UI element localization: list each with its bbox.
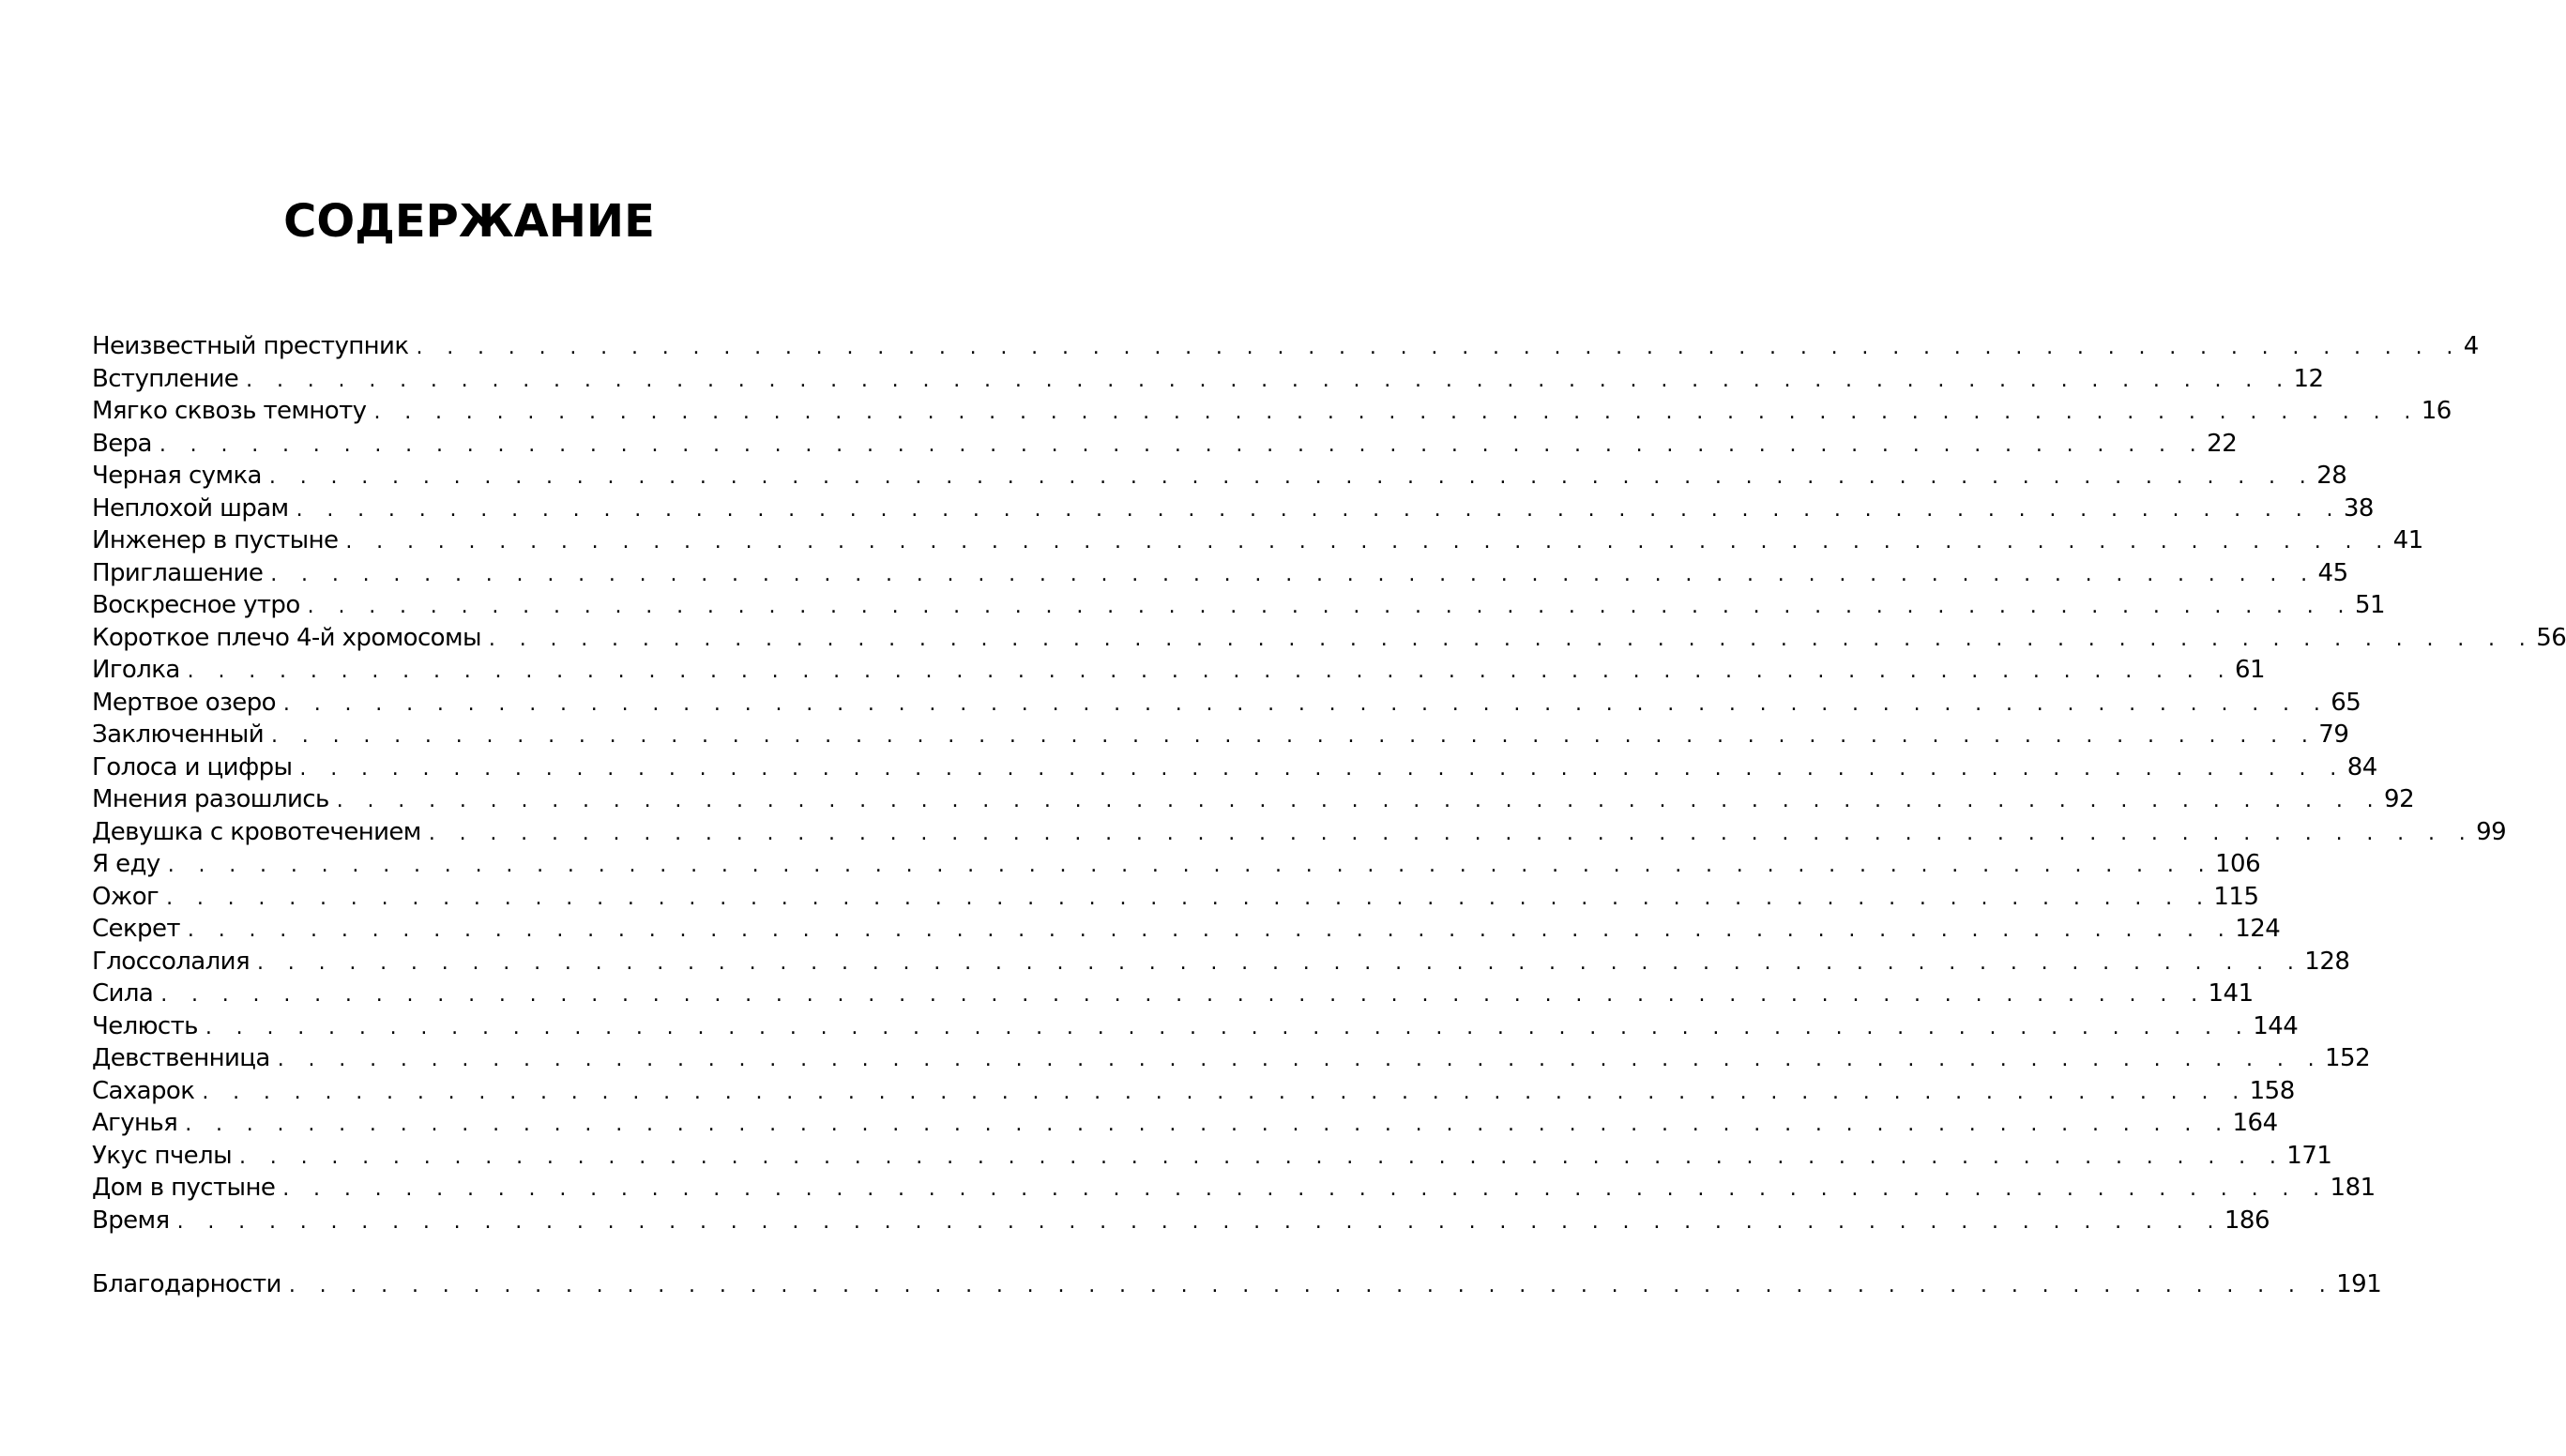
toc-dot-leader: . . . . . . . . . . . . . . . . . . . . . . . . . . . . . . . . . . . . . . . . . . . . . . . . . . . . . . . . . . . . . . . . . . . [299,756,2346,781]
toc-entry[interactable] [92,816,2507,849]
toc-entry-title: Челюсть [92,1011,198,1040]
toc-entry[interactable] [92,751,2377,784]
toc-entry[interactable] [92,1075,2295,1108]
toc-dot-leader: . . . . . . . . . . . . . . . . . . . . . . . . . . . . . . . . . . . . . . . . . . . . . . . . . . . . . . . . . . . . . . . . . . . [336,789,2383,812]
toc-dot-leader: . . . . . . . . . . . . . . . . . . . . . . . . . . . . . . . . . . . . . . . . . . . . . . . . . . . . . . . . . . . . . . . . . . . [202,1080,2248,1104]
toc-entry[interactable] [92,1107,2278,1140]
toc-entry[interactable] [92,363,2324,396]
toc-entry[interactable] [92,589,2386,622]
toc-entry-title: Благодарности [92,1270,281,1298]
toc-dot-leader: . . . . . . . . . . . . . . . . . . . . . . . . . . . . . . . . . . . . . . . . . . . . . . . . . . . . . . . . . . . . . . . . . . . [187,918,2234,942]
toc-dot-leader: . . . . . . . . . . . . . . . . . . . . . . . . . . . . . . . . . . . . . . . . . . . . . . . . . . . . . . . . . . . . . . . . . . . [288,1274,2335,1297]
toc-entry-title: Агунья [92,1109,178,1137]
toc-entry[interactable] [92,946,2350,978]
toc-entry-page-number: 12 [2293,364,2324,393]
toc-dot-leader: . . . . . . . . . . . . . . . . . . . . . . . . . . . . . . . . . . . . . . . . . . . . . . . . . . . . . . . . . . . . . . . . . . . [277,1048,2324,1071]
toc-dot-leader: . . . . . . . . . . . . . . . . . . . . . . . . . . . . . . . . . . . . . . . . . . . . . . . . . . . . . . . . . . . . . . . . . . . [373,401,2420,424]
toc-entry-page-number: 61 [2234,656,2266,684]
toc-entry-page-number: 128 [2304,947,2350,976]
toc-entry-page-number: 56 [2536,623,2566,652]
toc-dot-leader: . . . . . . . . . . . . . . . . . . . . . . . . . . . . . . . . . . . . . . . . . . . . . . . . . . . . . . . . . . . . . . . . . . . [270,562,2316,586]
toc-entry-title: Я еду [92,850,160,878]
toc-entry[interactable] [92,654,2266,687]
toc-entry[interactable] [92,1042,2371,1075]
toc-dot-leader: . . . . . . . . . . . . . . . . . . . . . . . . . . . . . . . . . . . . . . . . . . . . . . . . . . . . . . . . . . . . . . . . . . . [268,465,2315,489]
toc-entry-title: Инженер в пустыне [92,526,339,554]
toc-dot-leader: . . . . . . . . . . . . . . . . . . . . . . . . . . . . . . . . . . . . . . . . . . . . . . . . . . . . . . . . . . . . . . . . . . . [166,886,2212,910]
toc-entry-page-number: 4 [2463,332,2479,360]
toc-entry-title: Черная сумка [92,462,262,490]
toc-entry-title: Секрет [92,915,180,943]
toc-dot-leader: . . . . . . . . . . . . . . . . . . . . . . . . . . . . . . . . . . . . . . . . . . . . . . . . . . . . . . . . . . . . . . . . . . . [257,950,2303,975]
toc-entry-title: Время [92,1206,170,1235]
toc-dot-leader: . . . . . . . . . . . . . . . . . . . . . . . . . . . . . . . . . . . . . . . . . . . . . . . . . . . . . . . . . . . . . . . . . . . [296,497,2342,522]
toc-entry-page-number: 181 [2330,1174,2376,1202]
toc-dot-leader: . . . . . . . . . . . . . . . . . . . . . . . . . . . . . . . . . . . . . . . . . . . . . . . . . . . . . . . . . . . . . . . . . . . [271,724,2317,748]
toc-entry[interactable] [92,783,2415,816]
toc-dot-leader: . . . . . . . . . . . . . . . . . . . . . . . . . . . . . . . . . . . . . . . . . . . . . . . . . . . . . . . . . . . . . . . . . . . [239,1145,2285,1169]
toc-entry-title: Ожог [92,882,159,911]
toc-entry[interactable] [92,622,2566,655]
toc-entry-title: Мертвое озеро [92,688,276,717]
toc-entry-page-number: 51 [2354,591,2386,619]
toc-entry-page-number: 106 [2215,850,2261,878]
toc-entry[interactable] [92,557,2348,590]
toc-dot-leader: . . . . . . . . . . . . . . . . . . . . . . . . . . . . . . . . . . . . . . . . . . . . . . . . . . . . . . . . . . . . . . . . . . . [282,691,2330,716]
toc-entry-page-number: 99 [2476,817,2507,846]
toc-dot-leader: . . . . . . . . . . . . . . . . . . . . . . . . . . . . . . . . . . . . . . . . . . . . . . . . . . . . . . . . . . . . . . . . . . . [345,530,2391,554]
page-title: СОДЕРЖАНИЕ [283,195,655,248]
toc-entry[interactable] [92,493,2374,525]
toc-entry-page-number: 41 [2392,526,2423,554]
toc-entry-title: Голоса и цифры [92,752,293,781]
toc-entry-page-number: 171 [2286,1141,2332,1170]
toc-entry-page-number: 152 [2325,1044,2371,1072]
toc-entry[interactable] [92,978,2254,1010]
toc-entry-title: Дом в пустыне [92,1174,276,1202]
toc-entry-page-number: 65 [2331,688,2361,717]
table-of-contents-appendix [92,1268,2382,1301]
toc-entry[interactable] [92,460,2347,493]
toc-entry[interactable] [92,719,2349,751]
toc-entry-title: Девственница [92,1044,270,1072]
toc-dot-leader: . . . . . . . . . . . . . . . . . . . . . . . . . . . . . . . . . . . . . . . . . . . . . . . . . . . . . . . . . . . . . . . . . . . [167,854,2213,877]
toc-entry-title: Неизвестный преступник [92,332,409,360]
toc-entry[interactable] [92,913,2281,946]
toc-entry-page-number: 186 [2224,1206,2270,1235]
toc-entry-title: Глоссолалия [92,947,250,976]
toc-dot-leader: . . . . . . . . . . . . . . . . . . . . . . . . . . . . . . . . . . . . . . . . . . . . . . . . . . . . . . . . . . . . . . . . . . . [488,627,2535,651]
toc-dot-leader: . . . . . . . . . . . . . . . . . . . . . . . . . . . . . . . . . . . . . . . . . . . . . . . . . . . . . . . . . . . . . . . . . . . [205,1015,2252,1039]
toc-entry-title: Сила [92,979,154,1008]
table-of-contents [92,330,2566,1236]
toc-entry-title: Мягко сквозь темноту [92,397,367,425]
toc-entry-title: Короткое плечо 4-й хромосомы [92,623,481,652]
toc-entry-title: Сахарок [92,1076,195,1105]
toc-entry-page-number: 115 [2213,882,2259,911]
toc-dot-leader: . . . . . . . . . . . . . . . . . . . . . . . . . . . . . . . . . . . . . . . . . . . . . . . . . . . . . . . . . . . . . . . . . . . [185,1113,2231,1136]
toc-entry[interactable] [92,428,2238,461]
toc-dot-leader: . . . . . . . . . . . . . . . . . . . . . . . . . . . . . . . . . . . . . . . . . . . . . . . . . . . . . . . . . . . . . . . . . . . [416,336,2462,359]
toc-entry[interactable] [92,1140,2332,1173]
toc-entry[interactable] [92,524,2423,557]
toc-entry-title: Вера [92,429,152,458]
toc-entry[interactable] [92,881,2259,914]
toc-dot-leader: . . . . . . . . . . . . . . . . . . . . . . . . . . . . . . . . . . . . . . . . . . . . . . . . . . . . . . . . . . . . . . . . . . . [176,1209,2223,1234]
toc-entry[interactable] [92,1010,2299,1043]
toc-entry-title: Иголка [92,656,180,684]
toc-entry[interactable] [92,1205,2270,1237]
toc-entry[interactable] [92,687,2361,720]
toc-entry-page-number: 22 [2207,429,2238,458]
toc-entry-page-number: 79 [2318,720,2349,749]
toc-entry-page-number: 45 [2317,558,2348,587]
toc-entry-title: Заключенный [92,720,264,749]
toc-dot-leader: . . . . . . . . . . . . . . . . . . . . . . . . . . . . . . . . . . . . . . . . . . . . . . . . . . . . . . . . . . . . . . . . . . . [187,660,2233,683]
toc-entry-page-number: 158 [2249,1076,2295,1105]
toc-entry[interactable] [92,1172,2376,1205]
toc-entry-title: Мнения разошлись [92,785,329,813]
toc-dot-leader: . . . . . . . . . . . . . . . . . . . . . . . . . . . . . . . . . . . . . . . . . . . . . . . . . . . . . . . . . . . . . . . . . . . [282,1177,2329,1201]
toc-entry[interactable] [92,1268,2382,1301]
toc-entry-page-number: 92 [2384,785,2415,813]
toc-entry-title: Укус пчелы [92,1141,232,1170]
toc-dot-leader: . . . . . . . . . . . . . . . . . . . . . . . . . . . . . . . . . . . . . . . . . . . . . . . . . . . . . . . . . . . . . . . . . . . [428,821,2475,845]
toc-entry-page-number: 16 [2421,397,2452,425]
toc-dot-leader: . . . . . . . . . . . . . . . . . . . . . . . . . . . . . . . . . . . . . . . . . . . . . . . . . . . . . . . . . . . . . . . . . . . [246,368,2292,392]
toc-entry-title: Девушка с кровотечением [92,817,421,846]
toc-dot-leader: . . . . . . . . . . . . . . . . . . . . . . . . . . . . . . . . . . . . . . . . . . . . . . . . . . . . . . . . . . . . . . . . . . . [159,432,2206,457]
toc-entry-page-number: 191 [2336,1270,2382,1298]
toc-entry-title: Неплохой шрам [92,493,289,523]
toc-entry-page-number: 164 [2232,1109,2278,1137]
toc-entry-page-number: 124 [2235,915,2281,943]
toc-entry-title: Приглашение [92,558,264,587]
toc-entry-title: Вступление [92,364,239,393]
toc-entry-page-number: 141 [2208,979,2254,1008]
toc-entry[interactable] [92,848,2261,881]
toc-entry-page-number: 144 [2253,1011,2299,1040]
toc-entry-page-number: 28 [2316,462,2347,490]
toc-entry[interactable] [92,395,2452,428]
toc-dot-leader: . . . . . . . . . . . . . . . . . . . . . . . . . . . . . . . . . . . . . . . . . . . . . . . . . . . . . . . . . . . . . . . . . . . [160,983,2207,1007]
toc-entry-page-number: 38 [2343,493,2374,523]
toc-dot-leader: . . . . . . . . . . . . . . . . . . . . . . . . . . . . . . . . . . . . . . . . . . . . . . . . . . . . . . . . . . . . . . . . . . . [307,595,2353,618]
toc-entry-title: Воскресное утро [92,591,300,619]
toc-entry[interactable] [92,330,2479,363]
toc-entry-page-number: 84 [2346,752,2377,781]
